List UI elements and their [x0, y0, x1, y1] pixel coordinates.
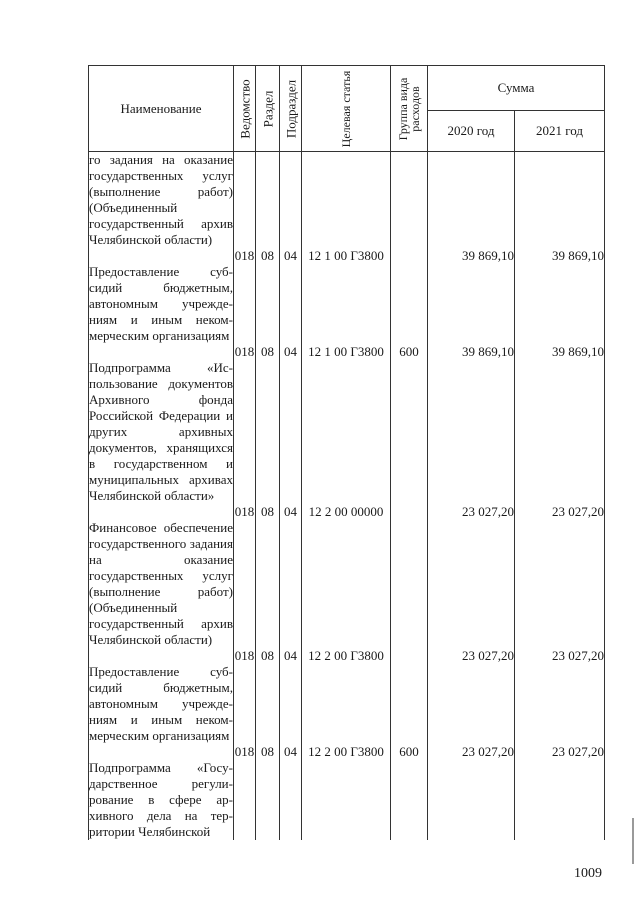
header-gruppa: Группа вида расходов: [391, 66, 428, 152]
row-vedomstvo: 018: [234, 152, 256, 265]
row-sum-2020: [428, 760, 515, 840]
row-razdel: 08: [256, 152, 280, 265]
row-sum-2020: 23 027,20: [428, 664, 515, 760]
table-row: [89, 360, 605, 520]
row-name: Финансовое обеспечение государственного задания на оказание государственных услуг (выполнение работ) (Объединенный государственный архив Челябинской области): [89, 520, 234, 664]
row-name: Подпрограмма «Государственное регулирование в сфере архивного дела на территории Челябинской: [89, 760, 233, 839]
scan-edge-mark: [632, 818, 634, 864]
row-sum-2021: 39 869,10: [515, 152, 605, 265]
row-name: Предоставление субсидий бюджетным, автономным учреждениям и иным некоммерческим организациям: [89, 264, 234, 360]
row-name: Подпрограмма «Использование документов Архивного фонда Российской Федерации и других архивных документов, хранящихся в государственном и муниципальных архивах Челябинской области»: [89, 360, 234, 520]
row-gruppa: [391, 520, 428, 664]
table-row: [89, 760, 605, 840]
row-podrazdel: 04: [280, 152, 302, 265]
table-body: [89, 152, 605, 841]
row-podrazdel: 04: [280, 264, 302, 360]
row-gruppa: [391, 760, 428, 840]
row-name: Предоставление субсидий бюджетным, автономным учреждениям и иным некоммерческим организациям: [89, 664, 234, 760]
table-header: [89, 66, 605, 152]
row-podrazdel: 04: [280, 520, 302, 664]
header-razdel: Раздел: [256, 66, 280, 152]
header-year-2020: 2020 год: [428, 111, 515, 152]
row-gruppa: [391, 360, 428, 520]
row-vedomstvo: 018: [234, 360, 256, 520]
header-tselevaya: Целевая статья: [302, 66, 391, 152]
row-gruppa: 600: [391, 664, 428, 760]
header-year-2021: 2021 год: [515, 111, 605, 152]
row-sum-2021: 23 027,20: [515, 664, 605, 760]
budget-table: [88, 65, 605, 840]
row-tselevaya: 12 2 00 Г3800: [302, 520, 391, 664]
row-razdel: 08: [256, 520, 280, 664]
table-row: [89, 152, 605, 265]
row-vedomstvo: 018: [234, 664, 256, 760]
row-podrazdel: 04: [280, 360, 302, 520]
page-number: 1009: [574, 866, 602, 881]
row-gruppa: [391, 152, 428, 265]
row-sum-2020: 23 027,20: [428, 360, 515, 520]
row-tselevaya: 12 1 00 Г3800: [302, 264, 391, 360]
row-tselevaya: [302, 760, 391, 840]
row-sum-2021: 23 027,20: [515, 360, 605, 520]
table-row: [89, 664, 605, 760]
row-sum-2020: 23 027,20: [428, 520, 515, 664]
row-podrazdel: 04: [280, 664, 302, 760]
row-razdel: 08: [256, 664, 280, 760]
row-tselevaya: 12 1 00 Г3800: [302, 152, 391, 265]
row-sum-2021: 39 869,10: [515, 264, 605, 360]
row-tselevaya: 12 2 00 00000: [302, 360, 391, 520]
row-sum-2021: [515, 760, 605, 840]
header-summa: Сумма: [428, 66, 605, 111]
row-sum-2021: 23 027,20: [515, 520, 605, 664]
row-sum-2020: 39 869,10: [428, 152, 515, 265]
row-sum-2020: 39 869,10: [428, 264, 515, 360]
row-vedomstvo: 018: [234, 520, 256, 664]
table-row: [89, 520, 605, 664]
row-tselevaya: 12 2 00 Г3800: [302, 664, 391, 760]
header-vedomstvo: Ведомство: [234, 66, 256, 152]
row-vedomstvo: [234, 760, 256, 840]
table-row: [89, 264, 605, 360]
row-vedomstvo: 018: [234, 264, 256, 360]
row-name: го задания на оказание государственных услуг (выполнение работ) (Объединенный государственный архив Челябинской области): [89, 152, 234, 265]
header-name: Наименование: [89, 66, 234, 152]
row-razdel: [256, 760, 280, 840]
row-razdel: 08: [256, 360, 280, 520]
header-podrazdel: Подраздел: [280, 66, 302, 152]
row-gruppa: 600: [391, 264, 428, 360]
row-podrazdel: [280, 760, 302, 840]
row-razdel: 08: [256, 264, 280, 360]
